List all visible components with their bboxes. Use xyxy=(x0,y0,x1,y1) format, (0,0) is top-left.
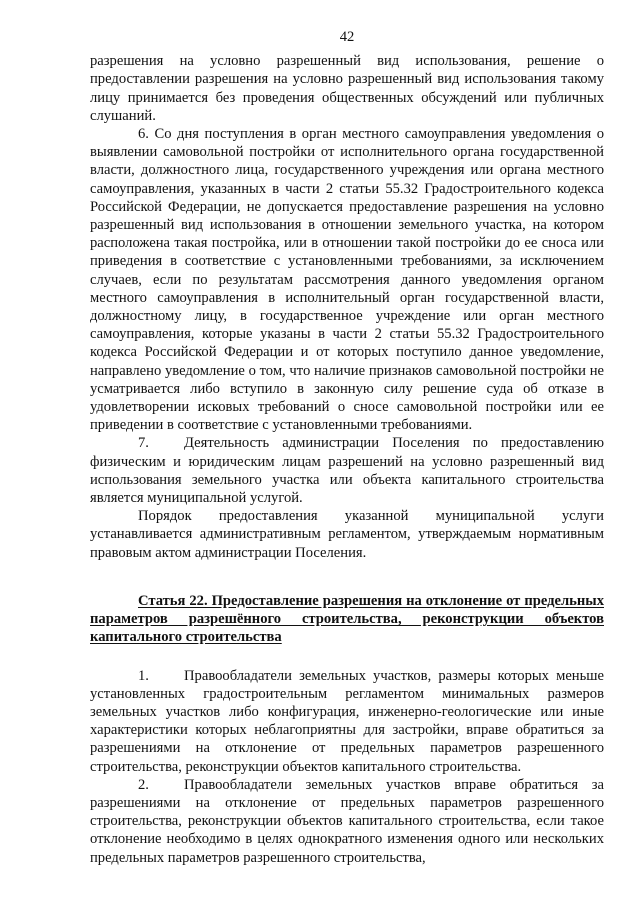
paragraph-procedure: Порядок предоставления указанной муниципальной услуги устанавливается административным регламентом, утверждаемым нормативным правовым актом администрации Поселения. xyxy=(90,508,604,561)
article-item-2-text: Правообладатели земельных участков вправе обратиться за разрешениями на отклонение от предельных параметров разрешенного строительства, реконструкции объектов капитального строительства, если такое отклонение необходимо в целях однократного изменения одного или нескольких предельных параметров разрешенного строительства, xyxy=(90,776,604,866)
article-item-2 xyxy=(90,776,604,867)
article-item-1-number: 1. xyxy=(138,667,149,684)
article-heading: Статья 22. Предоставление разрешения на отклонение от предельных параметров разрешённого строительства, реконструкции объектов капитального строительства xyxy=(90,592,604,646)
spacer xyxy=(90,562,604,592)
article-item-1 xyxy=(90,667,604,776)
article-item-2-number: 2. xyxy=(138,776,149,793)
spacer xyxy=(90,647,604,667)
article-item-1-text: Правообладатели земельных участков, размеры которых меньше установленных градостроительным регламентом минимальных размеров земельных участков либо конфигурация, инженерно-геологические или иные характеристики которых неблагоприятны для застройки, вправе обратиться за разрешениями на отклонение от предельных параметров разрешенного строительства, реконструкции объектов капитального строительства. xyxy=(90,667,604,775)
paragraph-7-text: Деятельность администрации Поселения по предоставлению физическим и юридическим лицам разрешений на условно разрешенный вид использования земельного участка или объекта капитального строительства является муниципальной услугой. xyxy=(90,435,604,507)
paragraph-7-number: 7. xyxy=(138,435,149,452)
paragraph-continuation: разрешения на условно разрешенный вид использования, решение о предоставлении разрешения на условно разрешенный вид использования такому лицу принимается без проведения общественных обсуждений или публичных слушаний. xyxy=(90,53,604,124)
paragraph-6: 6. Со дня поступления в орган местного самоуправления уведомления о выявлении самовольной постройки от исполнительного органа государственной власти, должностного лица, государственного учреждения или органа местного самоуправления, указанных в части 2 статьи 55.32 Градостроительного кодекса Российской Федерации, не допускается предоставление разрешения на условно разрешенный вид использования в отношении земельного участка, на котором расположена такая постройка, или в отношении такой постройки до ее сноса или приведения в соответствие с установленными требованиями, за исключением случаев, если по результатам рассмотрения данного уведомления органом местного самоуправления в исполнительный орган государственной власти, должностному лицу, в государственное учреждение или орган местного самоуправления, которые указаны в части 2 статьи 55.32 Градостроительного кодекса Российской Федерации и от которых поступило данное уведомление, направлено уведомление о том, что наличие признаков самовольной постройки не усматривается либо вступило в законную силу решение суда об отказе в удовлетворении исковых требований о сносе самовольной постройки или ее приведении в соответствие с установленными требованиями. xyxy=(90,126,604,434)
paragraph-7 xyxy=(90,434,604,507)
page-number: 42 xyxy=(339,29,355,45)
